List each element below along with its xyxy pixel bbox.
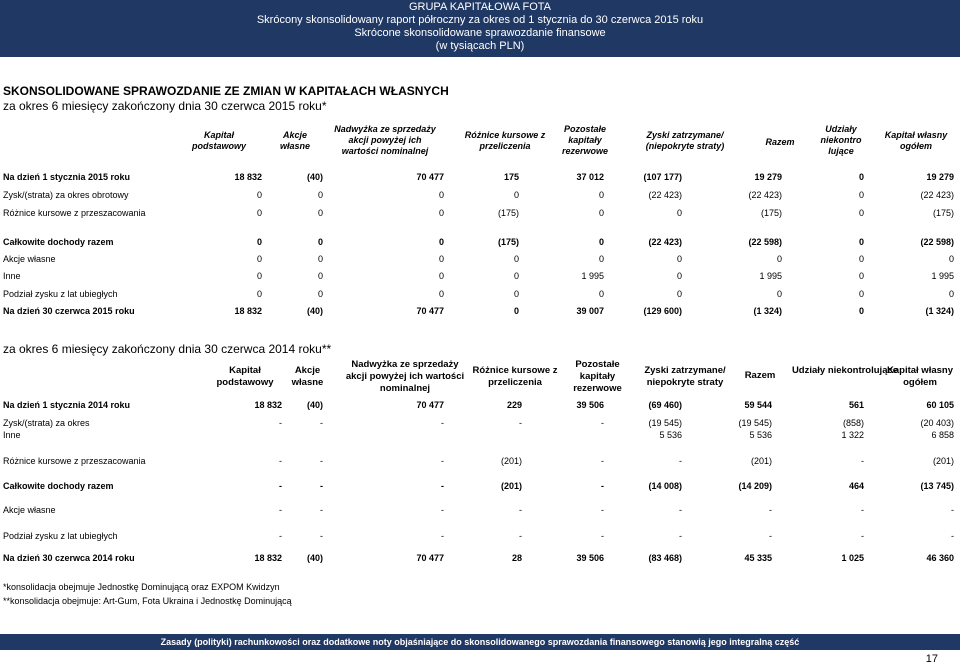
table-cell: - (441, 481, 444, 491)
table-cell: 0 (676, 271, 682, 281)
row-label: Na dzień 30 czerwca 2014 roku (3, 553, 135, 563)
row-label: Podział zysku z lat ubiegłych (3, 531, 118, 541)
page-number: 17 (925, 653, 938, 665)
table-cell: 0 (256, 237, 262, 247)
table-cell: - (519, 418, 522, 428)
table-cell: 1 995 (759, 271, 782, 281)
table-cell: 46 360 (926, 553, 954, 563)
table-cell: (40) (306, 553, 323, 563)
col-header: Kapitał podstawowy (216, 365, 274, 388)
table-cell: 0 (256, 271, 262, 281)
table-cell: 0 (858, 237, 864, 247)
table-cell: 70 477 (416, 172, 444, 182)
table-cell: 1 995 (581, 271, 604, 281)
table-cell: 0 (438, 208, 444, 218)
table-cell: - (519, 531, 522, 541)
table-cell: (14 209) (738, 481, 772, 491)
table-cell: 0 (438, 271, 444, 281)
table-cell: (201) (750, 456, 772, 466)
table-cell: 0 (676, 254, 682, 264)
table-cell: 0 (948, 289, 954, 299)
table-cell: (858) (842, 418, 864, 428)
table-cell: 0 (776, 254, 782, 264)
table-cell: - (320, 505, 323, 515)
table-cell: - (679, 531, 682, 541)
col-header: Nadwyżka ze sprzedaży akcji powyżej ich wartości nominalnej (334, 124, 436, 156)
table-cell: (22 423) (648, 190, 682, 200)
table-cell: (201) (932, 456, 954, 466)
table-cell: (83 468) (648, 553, 682, 563)
table-cell: 0 (513, 271, 519, 281)
row-label: Całkowite dochody razem (3, 481, 114, 491)
table-cell: (40) (306, 400, 323, 410)
table-cell: - (769, 531, 772, 541)
row-label: Inne (3, 271, 21, 281)
table-cell: - (320, 418, 323, 428)
table-cell: (22 423) (648, 237, 682, 247)
table-cell: 0 (513, 190, 519, 200)
table-cell: (175) (760, 208, 782, 218)
table-cell: - (320, 481, 323, 491)
table-cell: 18 832 (234, 306, 262, 316)
currency-unit: (w tysiącach PLN) (435, 40, 525, 52)
col-header: Kapitał własny ogółem (884, 130, 948, 151)
table-cell: (19 545) (648, 418, 682, 428)
row-label: Akcje własne (3, 254, 56, 264)
table-cell: - (441, 456, 444, 466)
table-cell: (40) (306, 306, 323, 316)
table-cell: 39 007 (576, 306, 604, 316)
table-cell: 37 012 (576, 172, 604, 182)
table-cell: 0 (676, 289, 682, 299)
row-label: Na dzień 1 stycznia 2014 roku (3, 400, 131, 410)
col-header: Zyski zatrzymane/ niepokryte straty (644, 365, 726, 388)
row-label: Na dzień 1 stycznia 2015 roku (3, 172, 131, 182)
table-cell: (14 008) (648, 481, 682, 491)
table-cell: - (951, 531, 954, 541)
table-cell: 0 (598, 190, 604, 200)
table-cell: (13 745) (920, 481, 954, 491)
col-header: Razem (765, 137, 795, 147)
table-cell: 0 (317, 289, 323, 299)
table-cell: 0 (513, 289, 519, 299)
footnote-1: *konsolidacja obejmuje Jednostkę Dominującą oraz EXPOM Kwidzyn (3, 582, 280, 592)
table-cell: (22 598) (748, 237, 782, 247)
table-cell: - (279, 505, 282, 515)
table-cell: 59 544 (744, 400, 772, 410)
table-cell: 60 105 (926, 400, 954, 410)
table-cell: - (519, 505, 522, 515)
row-label: Różnice kursowe z przeszacowania (3, 208, 146, 218)
table-cell: - (279, 456, 282, 466)
footnote-2: **konsolidacja obejmuje: Art-Gum, Fota Ukraina i Jednostkę Dominującą (3, 596, 292, 606)
table-cell: (129 600) (643, 306, 682, 316)
col-header: Udziały niekontro lujące (820, 124, 862, 156)
col-header: Pozostałe kapitały rezerwowe (561, 124, 609, 156)
table-cell: (107 177) (643, 172, 682, 182)
table-cell: 0 (438, 237, 444, 247)
table-cell: 0 (858, 208, 864, 218)
table-cell: (201) (500, 456, 522, 466)
table-cell: - (861, 456, 864, 466)
col-header: Kapitał podstawowy (191, 130, 246, 151)
table-cell: 0 (858, 254, 864, 264)
table-cell: 0 (598, 254, 604, 264)
row-label: Inne (3, 430, 21, 440)
group-name: GRUPA KAPITAŁOWA FOTA (408, 1, 551, 13)
table-cell: 18 832 (254, 400, 282, 410)
table-cell: (69 460) (648, 400, 682, 410)
table-cell: 0 (256, 190, 262, 200)
table-cell: 19 279 (754, 172, 782, 182)
table-cell: (40) (306, 172, 323, 182)
table-cell: 0 (256, 254, 262, 264)
table-cell: 45 335 (744, 553, 772, 563)
footer-note: Zasady (polityki) rachunkowości oraz dodatkowe noty objaśniające do skonsolidowanego sprawozdania finansowego stanowią jego integralną część (0, 634, 960, 650)
table-cell: 0 (858, 289, 864, 299)
table-cell: 0 (513, 254, 519, 264)
table-cell: 0 (598, 237, 604, 247)
table-cell: 0 (858, 172, 864, 182)
table-cell: 0 (513, 306, 519, 316)
table-cell: - (601, 418, 604, 428)
col-header: Akcje własne (291, 365, 324, 388)
row-label: Różnice kursowe z przeszacowania (3, 456, 146, 466)
table-cell: 1 322 (841, 430, 864, 440)
table-cell: (22 423) (920, 190, 954, 200)
table-cell: 0 (598, 289, 604, 299)
table-cell: (175) (932, 208, 954, 218)
table-cell: 0 (317, 254, 323, 264)
table-cell: 229 (506, 400, 522, 410)
table-cell: 0 (858, 190, 864, 200)
table-cell: 0 (256, 208, 262, 218)
table-cell: (22 423) (748, 190, 782, 200)
statement-title: SKONSOLIDOWANE SPRAWOZDANIE ZE ZMIAN W KAPITAŁACH WŁASNYCH (3, 84, 449, 98)
period-2015-title: za okres 6 miesięcy zakończony dnia 30 czerwca 2015 roku* (3, 99, 327, 113)
row-label: Podział zysku z lat ubiegłych (3, 289, 118, 299)
table-cell: (175) (497, 237, 519, 247)
table-cell: - (861, 505, 864, 515)
table-cell: 0 (438, 190, 444, 200)
table-cell: 19 279 (926, 172, 954, 182)
col-header: Nadwyżka ze sprzedaży akcji powyżej ich wartości nominalnej (345, 359, 465, 394)
col-header: Pozostałe kapitały rezerwowe (573, 359, 622, 394)
table-cell: 0 (676, 208, 682, 218)
table-cell: - (441, 531, 444, 541)
period-2014-title: za okres 6 miesięcy zakończony dnia 30 czerwca 2014 roku** (3, 342, 332, 356)
col-header: Zyski zatrzymane/ (niepokryte straty) (645, 130, 725, 151)
row-label: Na dzień 30 czerwca 2015 roku (3, 306, 135, 316)
table-cell: - (861, 531, 864, 541)
table-cell: 0 (438, 289, 444, 299)
table-cell: - (320, 456, 323, 466)
table-cell: - (769, 505, 772, 515)
table-cell: - (279, 531, 282, 541)
report-header-banner (0, 0, 960, 57)
table-cell: - (279, 418, 282, 428)
table-cell: 561 (848, 400, 864, 410)
table-cell: 5 536 (659, 430, 682, 440)
col-header: Różnice kursowe z przeliczenia (464, 130, 546, 151)
table-cell: (201) (500, 481, 522, 491)
table-cell: 0 (776, 289, 782, 299)
table-cell: - (601, 505, 604, 515)
table-cell: - (679, 505, 682, 515)
table-cell: - (320, 531, 323, 541)
table-cell: 18 832 (254, 553, 282, 563)
table-cell: 0 (598, 208, 604, 218)
table-cell: 0 (858, 271, 864, 281)
table-cell: 0 (317, 208, 323, 218)
table-cell: - (601, 456, 604, 466)
table-cell: - (441, 505, 444, 515)
table-cell: - (951, 505, 954, 515)
row-label: Akcje własne (3, 505, 56, 515)
table-cell: - (601, 531, 604, 541)
table-cell: 28 (511, 553, 522, 563)
table-cell: 0 (948, 254, 954, 264)
table-cell: 6 858 (931, 430, 954, 440)
table-cell: - (441, 418, 444, 428)
col-header: Razem (744, 370, 776, 381)
statement-name: Skrócone skonsolidowane sprawozdanie finansowe (354, 27, 606, 39)
row-label: Zysk/(strata) za okres obrotowy (3, 190, 129, 200)
col-header: Akcje własne (279, 130, 310, 151)
table-cell: 39 506 (576, 400, 604, 410)
table-cell: (1 324) (753, 306, 782, 316)
table-cell: (20 403) (920, 418, 954, 428)
table-cell: 0 (858, 306, 864, 316)
report-name: Skrócony skonsolidowany raport półroczny za okres od 1 stycznia do 30 czerwca 2015 roku (256, 14, 704, 26)
table-cell: 175 (503, 172, 519, 182)
table-cell: 0 (317, 237, 323, 247)
row-label: Całkowite dochody razem (3, 237, 114, 247)
col-header: Różnice kursowe z przeliczenia (472, 365, 558, 388)
table-cell: 0 (317, 271, 323, 281)
table-cell: (19 545) (738, 418, 772, 428)
table-cell: 0 (438, 254, 444, 264)
table-cell: - (279, 481, 282, 491)
row-label: Zysk/(strata) za okres (3, 418, 90, 428)
table-cell: 5 536 (749, 430, 772, 440)
table-cell: (175) (497, 208, 519, 218)
table-cell: (1 324) (925, 306, 954, 316)
table-cell: - (601, 481, 604, 491)
table-cell: (22 598) (920, 237, 954, 247)
table-cell: 70 477 (416, 553, 444, 563)
table-cell: - (679, 456, 682, 466)
table-cell: 0 (256, 289, 262, 299)
table-cell: 0 (317, 190, 323, 200)
table-cell: 18 832 (234, 172, 262, 182)
table-cell: 39 506 (576, 553, 604, 563)
table-cell: 70 477 (416, 400, 444, 410)
table-cell: 1 995 (931, 271, 954, 281)
table-cell: 464 (848, 481, 864, 491)
table-cell: 70 477 (416, 306, 444, 316)
col-header: Udziały niekontrolujące (791, 365, 899, 376)
col-header: Kapitał własny ogółem (887, 365, 953, 388)
table-cell: 1 025 (841, 553, 864, 563)
